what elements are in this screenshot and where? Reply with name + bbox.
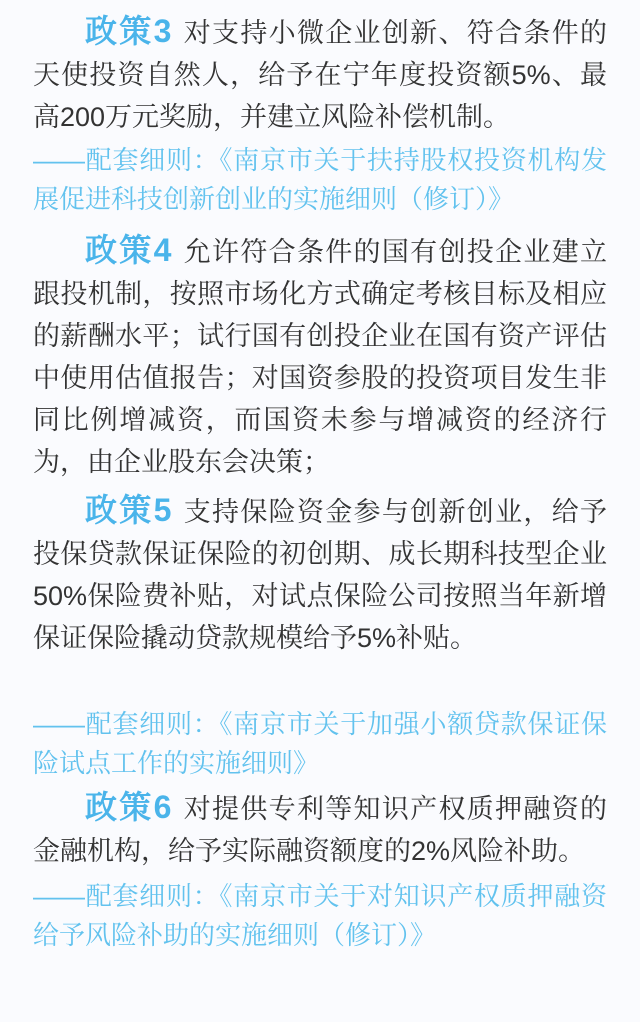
policy-label: 政策5	[85, 492, 173, 528]
policy-text: 允许符合条件的国有创投企业建立跟投机制，按照市场化方式确定考核目标及相应的薪酬水平；试行国有创投企业在国有资产评估中使用估值报告；对国资参股的投资项目发生非同比例增减资，而国资未参与增减资的经济行为，由企业股东会决策；	[33, 237, 607, 477]
policy-label: 政策4	[85, 232, 173, 268]
policy-section-3	[33, 10, 607, 219]
policy-paragraph	[33, 786, 607, 872]
policy-reference-link[interactable]: ——配套细则：《南京市关于对知识产权质押融资给予风险补助的实施细则（修订）》	[33, 881, 607, 950]
policy-reference-link[interactable]: ——配套细则：《南京市关于加强小额贷款保证保险试点工作的实施细则》	[33, 709, 607, 778]
policy-text: 支持保险资金参与创新创业，给予投保贷款保证保险的初创期、成长期科技型企业50%保险费补贴，对试点保险公司按照当年新增保证保险撬动贷款规模给予5%补贴。	[33, 497, 607, 653]
policy-section-6	[33, 786, 607, 955]
policy-label: 政策3	[85, 13, 173, 49]
policy-label: 政策6	[85, 789, 173, 825]
policy-paragraph	[33, 229, 607, 483]
policy-paragraph	[33, 10, 607, 138]
policy-section-5	[33, 489, 607, 783]
policy-paragraph	[33, 489, 607, 659]
policy-text: 对提供专利等知识产权质押融资的金融机构，给予实际融资额度的2%风险补助。	[33, 794, 607, 866]
policy-text: 对支持小微企业创新、符合条件的天使投资自然人，给予在宁年度投资额5%、最高200万元奖励，并建立风险补偿机制。	[33, 18, 607, 132]
policy-section-4	[33, 229, 607, 483]
policy-reference-link[interactable]: ——配套细则：《南京市关于扶持股权投资机构发展促进科技创新创业的实施细则（修订）》	[33, 145, 607, 214]
